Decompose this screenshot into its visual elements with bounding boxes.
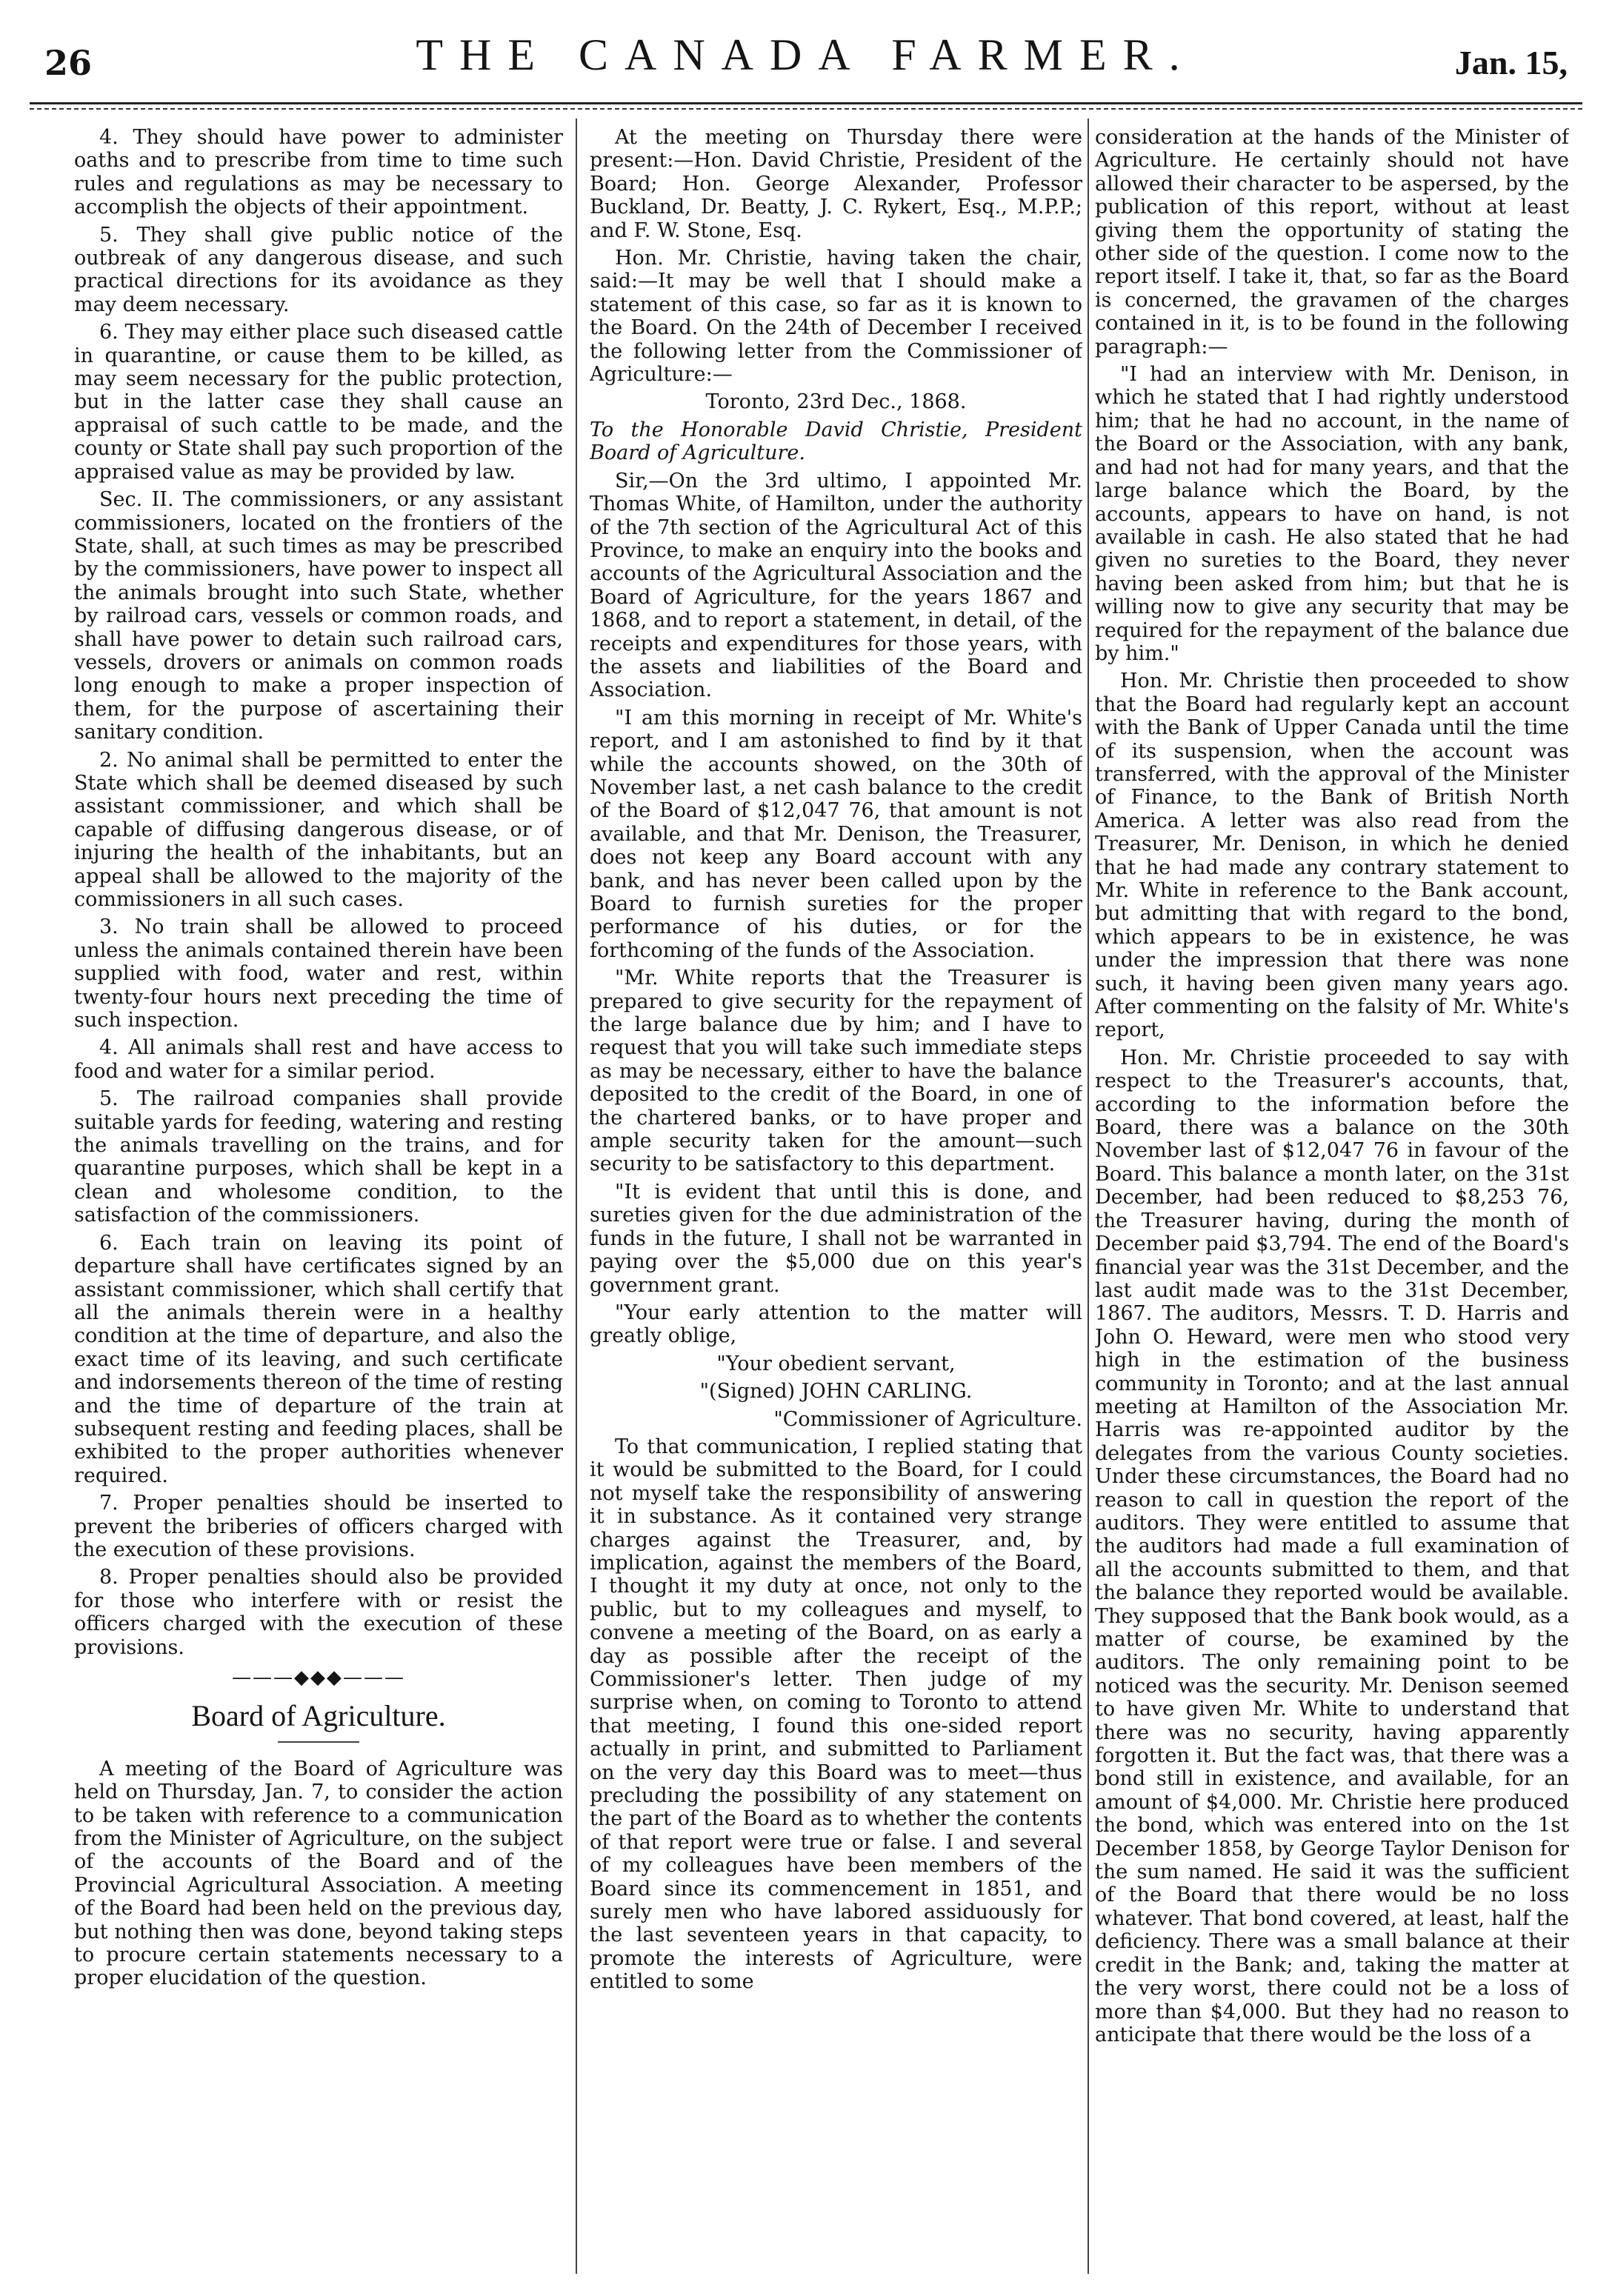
paragraph: A meeting of the Board of Agriculture was held on Thursday, Jan. 7, to consider the action to be taken with reference to a communication from the Minister of Agriculture, on the subject of the accounts of the Board and of the Provincial Agricultural Association. A meeting of the Board had been held on the previous day, but nothing then was done, beyond taking steps to procure certain statements necessary to a proper elucidation of the question. — [74, 1757, 563, 1990]
letter-salutation: To the Honorable David Christie, President Board of Agriculture. — [590, 418, 1082, 465]
signature-title: "Commissioner of Agriculture. — [773, 1407, 1082, 1431]
paragraph: "It is evident that until this is done, and sureties given for the due administration of the funds in the future, I shall not be warranted in paying over the $5,000 due on this year's government grant. — [590, 1180, 1082, 1297]
paragraph: Sec. II. The commissioners, or any assistant commissioners, located on the frontiers of the State, shall, at such times as may be prescribed by the commissioners, have power to inspect all the animals brought into such State, whether by railroad cars, vessels or common roads, and shall have power to detain such railroad cars, vessels, drovers or animals on common roads long enough to make a proper inspection of them, for the purpose of ascertaining their sanitary condition. — [74, 488, 563, 744]
paragraph: 3. No train shall be allowed to proceed unless the animals contained therein have been supplied with food, water and rest, within twenty-four hours next preceding the time of such inspection. — [74, 915, 563, 1032]
paragraph: "Your early attention to the matter will greatly oblige, — [590, 1301, 1082, 1348]
paragraph: 6. They may either place such diseased cattle in quarantine, or cause them to be killed, as may seem necessary for the public protection, but in the latter case they shall cause an appraisal of such cattle to be made, and the county or State shall pay such proportion of the appraised value as may be provided by law. — [74, 321, 563, 484]
paragraph: Sir,—On the 3rd ultimo, I appointed Mr. Thomas White, of Hamilton, under the authority of the 7th section of the Agricultural Act of this Province, to make an enquiry into the books and accounts of the Agricultural Association and the Board of Agriculture, for the years 1867 and 1868, and to report a statement, in detail, of the receipts and expenditures for those years, with the assets and liabilities of the Board and Association. — [590, 469, 1082, 702]
letter-dateline: Toronto, 23rd Dec., 1868. — [705, 390, 967, 414]
section-ornament: ———◆◆◆——— — [232, 1666, 405, 1689]
paragraph: 4. All animals shall rest and have access to food and water for a similar period. — [74, 1036, 563, 1083]
paragraph: Hon. Mr. Christie, having taken the chair, said:—It may be well that I should make a statement of this case, so far as it is known to the Board. On the 24th of December I received the following letter from the Commissioner of Agriculture:— — [590, 247, 1082, 387]
column-2 — [590, 126, 1082, 2266]
letter-closing: "Your obedient servant, — [716, 1352, 956, 1375]
paragraph: To that communication, I replied stating that it would be submitted to the Board, for I could not myself take the responsibility of answering it in substance. As it contained very strange charges against the Treasurer, and, by implication, against the members of the Board, I thought it my duty at once, not only to the public, but to my colleagues and myself, to convene a meeting of the Board, on as early a day as possible after the receipt of the Commissioner's letter. Then judge of my surprise when, on coming to Toronto to attend that meeting, I found this one-sided report actually in print, and submitted to Parliament on the very day this Board was to meet—thus precluding the possibility of any statement on the part of the Board as to whether the contents of that report were true or false. I and several of my colleagues have been members of the Board since its commencement in 1851, and surely men who have labored assiduously for the last seventeen years in that capacity, to promote the interests of Agriculture, were entitled to some — [590, 1435, 1082, 1994]
paragraph: Hon. Mr. Christie proceeded to say with respect to the Treasurer's accounts, that, according to the information before the Board, there was a balance on the 30th November last of $12,047 76 in favour of the Board. This balance a month later, on the 31st December, had been reduced to $8,253 76, the Treasurer having, during the month of December paid $3,794. The end of the Board's financial year was the 31st December, and the last audit made was to the 31st December, 1867. The auditors, Messrs. T. D. Harris and John O. Heward, were men who stood very high in the estimation of the business community in Toronto; and at the last annual meeting at Hamilton of the Association Mr. Harris was re-appointed auditor by the delegates from the various County societies. Under these circumstances, the Board had no reason to call in question the report of the auditors. They were entitled to assume that the auditors had made a full examination of all the accounts submitted to them, and that the balance they reported would be available. They supposed that the Bank book would, as a matter of course, be examined by the auditors. The only remaining point to be noticed was the security. Mr. Denison seemed to have given Mr. White to understand that there was no security, having apparently forgotten it. But the fact was, that there was a bond still in existence, and available, for an amount of $4,000. Mr. Christie here produced the bond, which was entered into on the 1st December 1858, by George Taylor Denison for the sum named. He said it was the sufficient of the Board that there would be no loss whatever. That bond covered, at least, half the deficiency. There was a small balance at their credit in the Bank; and, taking the matter at the very worst, there could not be a loss of more than $4,000. But they had no reason to anticipate that there would be the loss of a — [1095, 1046, 1569, 2046]
column-divider — [1088, 119, 1089, 2274]
paragraph: 2. No animal shall be permitted to enter the State which shall be deemed diseased by such assistant commissioner, and which shall be capable of diffusing dangerous disease, or of injuring the health of the inhabitants, but an appeal shall be allowed to the majority of the commissioners in all such cases. — [74, 748, 563, 911]
paragraph: 5. They shall give public notice of the outbreak of any dangerous disease, and such practical directions for its avoidance as they may deem necessary. — [74, 223, 563, 316]
heading-underline — [278, 1741, 359, 1743]
masthead — [30, 13, 1582, 95]
newspaper-title: THE CANADA FARMER. — [416, 30, 1196, 79]
masthead-rule — [30, 102, 1582, 104]
page-number: 26 — [44, 43, 93, 83]
paragraph: "Mr. White reports that the Treasurer is prepared to give security for the repayment of the large balance due by him; and I have to request that you will take such immediate steps as may be necessary, either to have the balance deposited to the credit of the Board, in one of the chartered banks, or to have proper and ample security taken for the amount—such security to be satisfactory to this department. — [590, 967, 1082, 1176]
paragraph: 7. Proper penalties should be inserted to prevent the briberies of officers charged with the execution of these provisions. — [74, 1492, 563, 1561]
column-3 — [1095, 126, 1569, 2266]
paragraph: Hon. Mr. Christie then proceeded to show that the Board had regularly kept an account with the Bank of Upper Canada until the time of its suspension, when the account was transferred, with the approval of the Minister of Finance, to the Bank of British North America. A letter was also read from the Treasurer, Mr. Denison, in which he denied that he had made any contrary statement to Mr. White in reference to the Bank account, but admitting that with regard to the bond, which appears to be in existence, he was under the impression that there was none such, it having been given many years ago. After commenting on the falsity of Mr. White's report, — [1095, 670, 1569, 1042]
paragraph: "I am this morning in receipt of Mr. White's report, and I am astonished to find by it that while the accounts showed, on the 30th of November last, a net cash balance to the credit of the Board of $12,047 76, that amount is not available, and that Mr. Denison, the Treasurer, does not keep any Board account with any bank, and has never been called upon by the Board to furnish sureties for the proper performance of his duties, or for the forthcoming of the funds of the Association. — [590, 706, 1082, 962]
column-1 — [74, 126, 563, 2266]
paragraph: 4. They should have power to administer oaths and to prescribe from time to time such rules and regulations as may be necessary to accomplish the objects of their appointment. — [74, 126, 563, 219]
letter-signature: "(Signed) JOHN CARLING. — [699, 1380, 973, 1404]
issue-date: Jan. 15, — [1454, 44, 1568, 81]
paragraph: consideration at the hands of the Minister of Agriculture. He certainly should not have allowed their character to be aspersed, by the publication of this report, without at least giving them the opportunity of stating the other side of the question. I come now to the report itself. I take it, that, so far as the Board is concerned, the gravamen of the charges contained in it, is to be found in the following paragraph:— — [1095, 126, 1569, 358]
section-heading: Board of Agriculture. — [191, 1699, 446, 1733]
masthead-dashed-rule — [30, 108, 1582, 110]
paragraph: 5. The railroad companies shall provide suitable yards for feeding, watering and resting the animals travelling on the trains, and for quarantine purposes, which shall be kept in a clean and wholesome condition, to the satisfaction of the commissioners. — [74, 1087, 563, 1227]
paragraph: At the meeting on Thursday there were present:—Hon. David Christie, President of the Board; Hon. George Alexander, Professor Buckland, Dr. Beatty, J. C. Rykert, Esq., M.P.P.; and F. W. Stone, Esq. — [590, 126, 1082, 242]
column-divider — [576, 119, 577, 2274]
paragraph: 8. Proper penalties should also be provided for those who interfere with or resist the officers charged with the execution of these provisions. — [74, 1566, 563, 1659]
quoted-paragraph: "I had an interview with Mr. Denison, in which he stated that I had rightly understood him; that he had no account, in the name of the Board or the Association, with any bank, and had not had for many years, and that the large balance which the Board, by the accounts, appears to have on hand, is not available in cash. He also stated that he had given no sureties to the Board, they never having been asked from him; but that he is willing now to give any security that may be required for the repayment of the balance due by him." — [1095, 363, 1569, 665]
paragraph: 6. Each train on leaving its point of departure shall have certificates signed by an assistant commissioner, which shall certify that all the animals therein were in a healthy condition at the time of departure, and also the exact time of its leaving, and such certificate and indorsements thereon of the time of resting and the time of departure of the train at subsequent resting and feeding places, shall be exhibited to the proper authorities whenever required. — [74, 1231, 563, 1487]
